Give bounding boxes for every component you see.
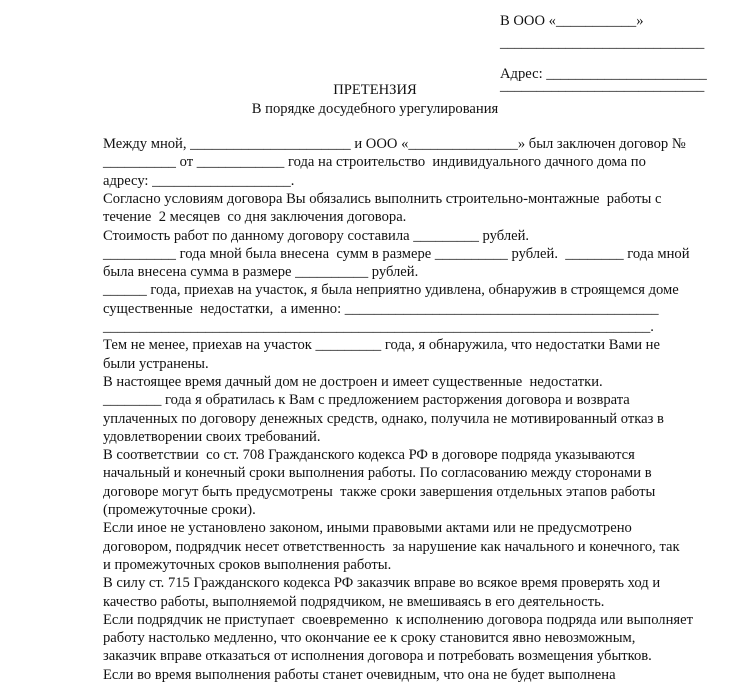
body-line: была внесена сумма в размере __________ рублей. — [103, 264, 419, 281]
body-line: заказчик вправе отказаться от исполнения договора и потребовать возмещения убытков. — [103, 648, 652, 665]
body-line: Тем не менее, приехав на участок _________ года, я обнаружила, что недостатки Вами не — [103, 337, 660, 354]
body-line: Между мной, ______________________ и ООО «_______________» был заключен договор № — [103, 136, 686, 152]
body-line: договором, подрядчик несет ответственность за нарушение как начального и конечного, так — [103, 538, 680, 555]
body-line: качество работы, выполняемой подрядчиком, не вмешиваясь в его деятельность. — [103, 593, 605, 610]
body-line: ______ года, приехав на участок, я была неприятно удивлена, обнаружив в строящемся доме — [103, 282, 679, 299]
body-line: договоре могут быть предусмотрены также сроки завершения отдельных этапов работы — [103, 483, 656, 500]
body-line: В соответствии со ст. 708 Гражданского кодекса РФ в договоре подряда указываются — [103, 447, 635, 464]
recipient-blank-line: ____________________________ — [500, 35, 705, 51]
body-line: адресу: ___________________. — [103, 172, 295, 189]
body-line: (промежуточные сроки). — [103, 502, 256, 518]
document-title: ПРЕТЕНЗИЯ — [333, 82, 417, 98]
body-line: В настоящее время дачный дом не достроен и имеет существенные недостатки. — [103, 373, 603, 390]
body-line: работу настолько медленно, что окончание ее к сроку становится явно невозможным, — [103, 630, 636, 647]
body-line: В силу ст. 715 Гражданского кодекса РФ заказчик вправе во всякое время проверять ход и — [103, 575, 661, 592]
document-subtitle: В порядке досудебного урегулирования — [251, 101, 499, 117]
body-line: начальный и конечный сроки выполнения работы. По согласованию между сторонами в — [103, 465, 652, 482]
body-line: ___________________________________________________________________________. — [103, 319, 654, 335]
recipient-line: В ООО «___________» — [500, 13, 644, 29]
address-line: Адрес: ______________________ — [500, 66, 707, 82]
body-line: Если иное не установлено законом, иными правовыми актами или не предусмотрено — [103, 520, 632, 537]
body-line: ________ года я обратилась к Вам с предложением расторжения договора и возврата — [103, 392, 630, 409]
body-line: Если подрядчик не приступает своевременно к исполнению договора подряда или выполняет — [103, 611, 693, 628]
body-line: __________ года мной была внесена сумм в размере __________ рублей. ________ года мной — [103, 245, 690, 262]
body-line: и промежуточных сроков выполнения работы. — [103, 556, 392, 573]
body-line: удовлетворении своих требований. — [103, 428, 321, 445]
body-line: существенные недостатки, а именно: ___________________________________________ — [103, 300, 659, 317]
body-line: были устранены. — [103, 355, 209, 372]
body-line: течение 2 месяцев со дня заключения договора. — [103, 209, 407, 226]
body-line: __________ от ____________ года на строительство индивидуального дачного дома по — [103, 154, 646, 171]
body-line: уплаченных по договору денежных средств, однако, получила не мотивированный отказ в — [103, 410, 664, 427]
address-blank-line: ____________________________ — [500, 78, 705, 94]
body-line: Если во время выполнения работы станет очевидным, что она не будет выполнена — [103, 666, 616, 683]
body-line: Стоимость работ по данному договору составила _________ рублей. — [103, 227, 530, 244]
body-line: Согласно условиям договора Вы обязались выполнить строительно-монтажные работы с — [103, 190, 662, 207]
